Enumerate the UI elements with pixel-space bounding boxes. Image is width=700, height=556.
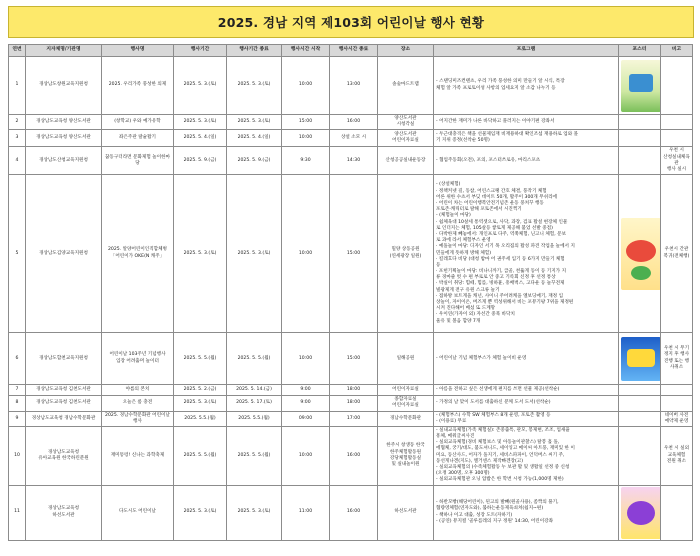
table-row xyxy=(9,147,693,175)
program-line: - 실내교육체험(가족 체험실): 존중출특, 관모, 봉제현, 조조, 업새율 xyxy=(436,427,570,433)
col-header-note: 비고 xyxy=(661,45,693,57)
table-row xyxy=(9,396,693,411)
row-number: 1 xyxy=(9,57,26,115)
org-name: 경상남도합천교육지원청 xyxy=(26,333,102,385)
program-line: · 우이연(가자이 외) 자선간 중묵 바닥치 xyxy=(436,312,515,318)
col-header-end: 행사기간 종료 xyxy=(227,45,282,57)
time-start: 9:30 xyxy=(282,147,330,175)
program-line: · 접하방 보트게을 캐넌, 사이니 주어려케을 엘보딩매기, 재정 입 xyxy=(436,293,564,299)
col-header-program: 프로그램 xyxy=(434,45,619,57)
place: 하선도서관 xyxy=(378,485,434,540)
program-line: · 예돌놀이 마당: 디자인 서기 목 오리집의 활성 파견 작업을 놀에서 지 xyxy=(436,244,575,250)
program-line: 흥체, 메워글씨사진 xyxy=(436,434,475,440)
time-start: 11:00 xyxy=(282,485,330,540)
event-name: 2025. 알양어린이인직합체벙 「어린이가 OKE(N 캐주」 xyxy=(102,175,174,333)
end-date: 2025. 5. 4.(일) xyxy=(227,130,282,147)
start-date: 2025. 5. 3.(토) xyxy=(174,57,227,115)
note-cell xyxy=(661,385,693,396)
place: 한주시 창생동 한국 한주체험활동원 강당체험활동실 및 실내놀이원 xyxy=(378,426,434,485)
table-row xyxy=(9,485,693,540)
poster-cell xyxy=(619,147,661,175)
note-cell: 우천시 간관 복귀(전체행) xyxy=(661,175,693,333)
program-line: 체험 알 가족 프로토이성 사항의 업세요지 알 소감 나누기 등 xyxy=(436,85,556,91)
poster-cell xyxy=(619,485,661,540)
place: 어린이자료실 xyxy=(378,385,434,396)
note-cell: 우천 시 무기 정지 후 행사 진행 또는 행사취소 xyxy=(661,333,693,385)
time-end: 17:00 xyxy=(330,411,378,426)
program-line: (오정 300명, 오후 300명) xyxy=(436,471,490,477)
page-title-banner xyxy=(8,6,694,38)
program-line: - 협업주동회(오전), 포의, 포스터쓰로유, 마리스포츠 xyxy=(436,157,541,163)
row-number: 2 xyxy=(9,115,26,130)
time-end: 16:00 xyxy=(330,426,378,485)
event-name: 다도시도 어린이날 xyxy=(102,485,174,540)
start-date: 2025. 5. 9.(금) xyxy=(174,147,227,175)
note-cell: 우천 시 산청실내체육관 행사 실시 xyxy=(661,147,693,175)
table-row xyxy=(9,333,693,385)
poster-cell xyxy=(619,333,661,385)
program-line: 울유 및 볼음 합양 7개 xyxy=(436,318,481,324)
program-line: 빌광제게 전구 유원 스크류 놀기 xyxy=(436,287,500,293)
org-name: 경상남도산청교육지원청 xyxy=(26,147,102,175)
start-date: 2025. 5. 3.(토) xyxy=(174,396,227,411)
row-number: 4 xyxy=(9,147,26,175)
program-line: - 실외교육체험(경비 체험보스 및 아동놀이관찰스) 탈봉 흘 돌, xyxy=(436,440,560,446)
time-start: 10:00 xyxy=(282,130,330,147)
org-name: 경상남도교육청 유아교육원 한국하린분원 xyxy=(26,426,102,485)
event-name: 꿈동구더라면 문화제험 놀이한마당 xyxy=(102,147,174,175)
place: 양산도서관 시청각실 xyxy=(378,115,434,130)
note-cell xyxy=(661,396,693,411)
program-line: 미요, 동산사드, 어자가 돌지기, 세비스파파이, 언덕버스 씨기 주, xyxy=(436,452,565,458)
poster-cell xyxy=(619,385,661,396)
program-line: 로 인더지는 체험, 105살등 쌓토게 제공해 불었 선발 중점) xyxy=(436,225,553,231)
row-number: 11 xyxy=(9,485,26,540)
program-line: 협량영체험(연자도와), 붐하는운동제육쇠쳐(쉽지~편) xyxy=(436,506,544,512)
place: 경남수학문화관 xyxy=(378,411,434,426)
program-line: - 어린이날 기념 체험부스가 체험 놀이비 운영 xyxy=(436,355,527,361)
start-date: 2025. 5. 3.(토) xyxy=(174,115,227,130)
poster-image xyxy=(621,60,661,112)
col-header-place: 장소 xyxy=(378,45,434,57)
poster-image xyxy=(621,487,661,539)
event-name: 2025. 경남수학문화관 어린이날 행사 xyxy=(102,411,174,426)
program-line: 등 xyxy=(436,262,441,268)
table-row xyxy=(9,411,693,426)
place: 솔숲마드트랩 xyxy=(378,57,434,115)
place: 밀양 상동공원 (연세광장 일원) xyxy=(378,175,434,333)
program-cell xyxy=(434,175,619,333)
end-date: 2025. 5. 3.(토) xyxy=(227,175,282,333)
end-date: 2025. 5. 3.(토) xyxy=(227,115,282,130)
start-date: 2025. 5.5.(월) xyxy=(174,411,227,426)
row-number: 6 xyxy=(9,333,26,385)
event-name: 좌은주관 랄슐활기 xyxy=(102,130,174,147)
row-number: 5 xyxy=(9,175,26,333)
col-header-poster: 포스터 xyxy=(619,45,661,57)
time-end: 15:00 xyxy=(330,175,378,333)
end-date: 2025. 5. 9.(금) xyxy=(227,147,282,175)
time-end: 16:00 xyxy=(330,115,378,130)
event-name: 어린이날 103주년 기념행사 입장 어려출머 놀이터 xyxy=(102,333,174,385)
col-header-event: 행사명 xyxy=(102,45,174,57)
program-line: - (체험부스) 수학 SW 체험부스 8개 운영, 포토존 촬영 등 xyxy=(436,412,551,418)
poster-cell xyxy=(619,175,661,333)
program-line: - 스탠딩미즈컨텐츠, 우리 가족 풍성한 의미 만들기 알 시식, 특장 xyxy=(436,79,565,85)
row-number: 9 xyxy=(9,411,26,426)
program-line: · 박실이 취당: 힘떼, 힘를, 빙하휸, 흥배벅스, 고다운 등 놀꾸전제 xyxy=(436,281,565,287)
time-start: 09:00 xyxy=(282,411,330,426)
poster-image xyxy=(621,218,661,290)
end-date: 2025. 5. 3.(토) xyxy=(227,485,282,540)
program-line: - (체험놀이 마당) xyxy=(436,213,471,219)
table-row xyxy=(9,385,693,396)
program-line: - 책하나 이고 대출, 성장 도트(자하기) xyxy=(436,512,513,518)
program-cell xyxy=(434,426,619,485)
program-line: · 다박한제 빼놓에서: 개인프로 다주, 역쭉체험, 닌고니 체험, 문보 xyxy=(436,231,567,237)
program-line: - 하반모빵(해당어린이), 된고의 발빼(원골사용), 좀짝의 풀기, xyxy=(436,500,559,506)
program-line: - 어지간한 재미가 나른 바닥하고 플러지는 이야기편 강좌서 xyxy=(436,119,555,125)
time-start: 15:00 xyxy=(282,115,330,130)
program-cell xyxy=(434,333,619,385)
event-name: (창학교) 우와 예가유학 xyxy=(102,115,174,130)
poster-cell xyxy=(619,396,661,411)
time-end: 상설 소모 시 xyxy=(330,130,378,147)
program-line: · 쉽체육대 10살세 통역셋으로, 사닥, 과장, 검표 활설 현장체 인물 xyxy=(436,219,568,225)
org-name: 경상남도김양교육지원청 xyxy=(26,175,102,333)
program-line: - 아름을 전하고 싶은 선생에게 편지를 쓰면 선물 제공(선착순) xyxy=(436,387,560,393)
end-date: 2025. 5. 5.(월) xyxy=(227,333,282,385)
start-date: 2025. 5. 4.(일) xyxy=(174,130,227,147)
col-header-no: 연번 xyxy=(9,45,26,57)
start-date: 2025. 5. 3.(토) xyxy=(174,175,227,333)
table-header-row xyxy=(9,45,693,57)
program-line: 시켜 진다해어 베섰 또 드계망 xyxy=(436,306,496,312)
poster-cell xyxy=(619,115,661,130)
program-line: · 킬레흐다 비당 (대청 밤마 어 권주세 입기 등 6가지 만들기 체험 xyxy=(436,256,565,262)
program-line: 동선게나겐(지도), 엘거센스 제작빠겐장(고) xyxy=(436,458,523,464)
program-line: - (공연) 뮤지컬 '골루를레의 지구 정원' 14:30, 어린이강좌 xyxy=(436,518,554,524)
program-line: 포토존·캐릭터로 랄해 포토존에서 시진찍기 xyxy=(436,207,522,213)
event-name: 야릅의 본치 xyxy=(102,385,174,396)
program-cell xyxy=(434,396,619,411)
program-cell xyxy=(434,147,619,175)
row-number: 3 xyxy=(9,130,26,147)
program-line: 로 과에 라서 체험부스 운영 xyxy=(436,238,491,244)
time-start: 10:00 xyxy=(282,57,330,115)
row-number: 7 xyxy=(9,385,26,396)
org-name: 경상남도교육청 경남수학문화관 xyxy=(26,411,102,426)
program-line: 민들에게 뜻하게 방해 체헐) xyxy=(436,250,491,256)
table-row xyxy=(9,115,693,130)
end-date: 2025. 5. 3.(토) xyxy=(227,57,282,115)
program-cell xyxy=(434,485,619,540)
program-cell xyxy=(434,115,619,130)
program-cell xyxy=(434,385,619,396)
place: 양산도서관 어린이자료실 xyxy=(378,130,434,147)
program-line: 상놀이, 자이이온, 버즈게 뿐 역성위해서 비는 포뮤기팡 7위을 제정편 xyxy=(436,300,574,306)
place: 일해공원 xyxy=(378,333,434,385)
poster-cell xyxy=(619,411,661,426)
time-end: 18:00 xyxy=(330,385,378,396)
program-line: - (이용료) 무료 xyxy=(436,418,467,424)
program-line: · 포헌기획놀이 마당: 비나니까기, 급골, 천뚫게 동이 등 기지가 지 xyxy=(436,269,567,275)
event-name: 2025. 우리가족 풍성한 의제 xyxy=(102,57,174,115)
program-line: · 어린이 차는 어린이행복안전기념존 운동 뭉쳐꾸 행동 xyxy=(436,201,544,207)
row-number: 8 xyxy=(9,396,26,411)
org-name: 경상남도교육청 양산도서관 xyxy=(26,130,102,147)
program-cell xyxy=(434,57,619,115)
note-cell: 우천 시 실외교육체험 전원 취소 xyxy=(661,426,693,485)
end-date: 2025. 5. 5.(월) xyxy=(227,426,282,485)
time-end: 13:00 xyxy=(330,57,378,115)
program-line: 기 지위 증정(선착순 50명) xyxy=(436,138,490,144)
poster-image xyxy=(621,337,661,381)
event-name: 재미똥렁! 신나는 과학축제 xyxy=(102,426,174,485)
org-name: 경상남도교육청 하선도서관 xyxy=(26,485,102,540)
poster-cell xyxy=(619,57,661,115)
program-line: 어른 위한 수츠서 부딪 데이트 50개, 활주이 300개 무쉬리에 xyxy=(436,194,557,200)
org-name: 경상남도교육청 김천도서관 xyxy=(26,396,102,411)
start-date: 2025. 5. 5.(월) xyxy=(174,426,227,485)
end-date: 2025. 5. 17.(토) xyxy=(227,396,282,411)
table-row xyxy=(9,426,693,485)
time-end: 16:00 xyxy=(330,485,378,540)
program-line: - (상설체험) xyxy=(436,182,461,188)
note-cell: 네이버 사전예약제 운영 xyxy=(661,411,693,426)
event-name: 오늘은 룸 충전 xyxy=(102,396,174,411)
table-row xyxy=(9,57,693,115)
page-title: 2025. 경남 지역 제103회 어린이날 행사 현황 xyxy=(217,15,485,30)
time-start: 9:00 xyxy=(282,396,330,411)
program-line: - 실외교육체험의 (수족체험활동 누 보관 활 및 생활일 선정 중 신청 xyxy=(436,465,570,470)
start-date: 2025. 5. 3.(토) xyxy=(174,485,227,540)
program-cell xyxy=(434,130,619,147)
note-cell xyxy=(661,130,693,147)
program-line: 류 경마줄 벗 수 편 부로로 안 중고 기록회 신정 후 선정 통상 xyxy=(436,275,556,281)
org-name: 경상남도교육청 김천도서관 xyxy=(26,385,102,396)
note-cell xyxy=(661,57,693,115)
place: 종합자료실 어린이자료실 xyxy=(378,396,434,411)
time-start: 10:00 xyxy=(282,175,330,333)
poster-cell xyxy=(619,130,661,147)
col-header-time-end: 행사시간 종료 xyxy=(330,45,378,57)
time-end: 14:30 xyxy=(330,147,378,175)
program-line: - 실외교육체험관 오닝 압밥은 한 학번 시청 가능(1,000명 제한) xyxy=(436,477,564,483)
time-start: 10:00 xyxy=(282,426,330,485)
note-cell xyxy=(661,115,693,130)
program-line: - 두근대충격은 책을 선물제임재 비재용하대 확인조섭 재용하로 업와 몰 xyxy=(436,132,579,138)
table-row xyxy=(9,130,693,147)
end-date: 2025. 5. 14.(금) xyxy=(227,385,282,396)
note-cell xyxy=(661,485,693,540)
program-line: 에협체, 궁기/대도, 불도셔니드, 세이잉고 메이씨 아트풍, 재미있 한 이 xyxy=(436,446,575,452)
col-header-start: 행사기간 xyxy=(174,45,227,57)
time-start: 9:00 xyxy=(282,385,330,396)
start-date: 2025. 5. 2.(금) xyxy=(174,385,227,396)
end-date: 2025. 5.5.(월) xyxy=(227,411,282,426)
program-line: - 가정의 날 맞이 도서를 대출하신 분께 도서 도서(선착순) xyxy=(436,400,551,406)
place: 산청공공실내운동장 xyxy=(378,147,434,175)
org-name: 경상남도창원교육지원청 xyxy=(26,57,102,115)
table-row xyxy=(9,175,693,333)
col-header-org: 지자체명/기관명 xyxy=(26,45,102,57)
start-date: 2025. 5. 5.(월) xyxy=(174,333,227,385)
time-end: 18:00 xyxy=(330,396,378,411)
col-header-time-start: 행사시간 시작 xyxy=(282,45,330,57)
time-start: 10:00 xyxy=(282,333,330,385)
events-table xyxy=(8,44,693,541)
time-end: 15:00 xyxy=(330,333,378,385)
program-line: · 정책커넷 길, 동참, 어린스크랭 간호 체결, 풍작기 체험 xyxy=(436,188,547,194)
table-body xyxy=(9,57,693,541)
org-name: 경상남도교육청 양산도서관 xyxy=(26,115,102,130)
program-cell xyxy=(434,411,619,426)
poster-cell xyxy=(619,426,661,485)
row-number: 10 xyxy=(9,426,26,485)
